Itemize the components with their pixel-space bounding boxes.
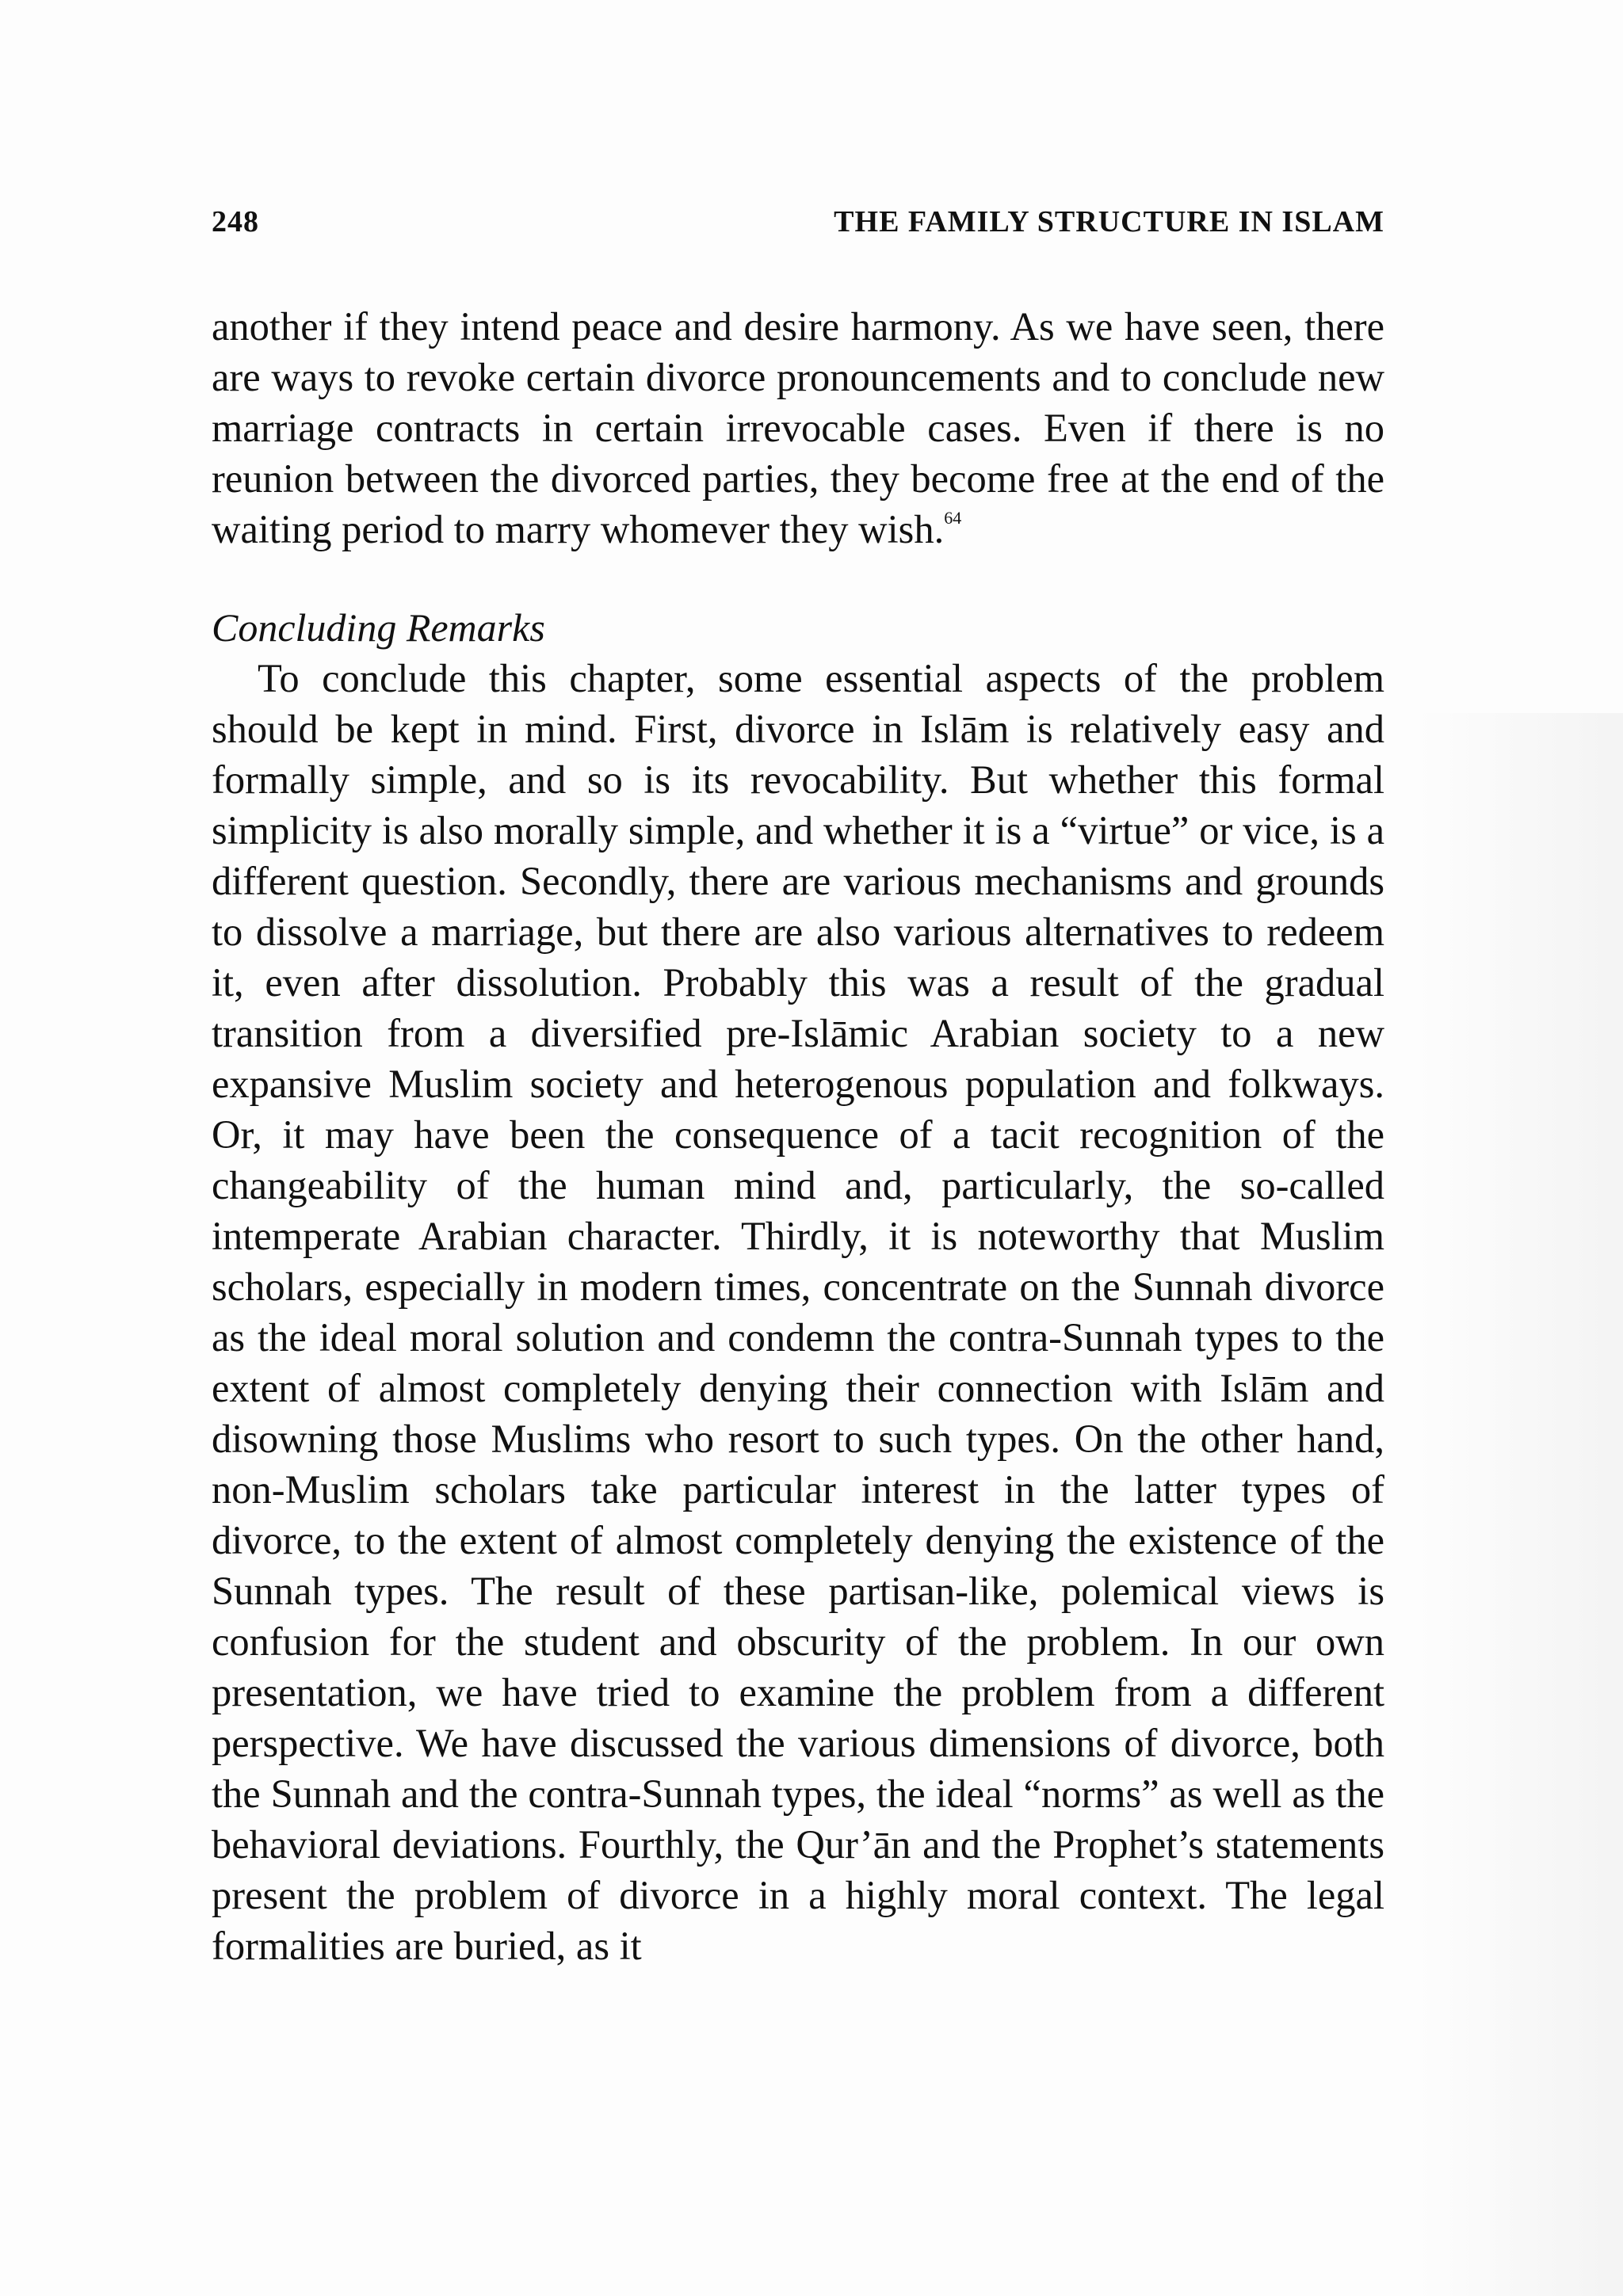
running-head (212, 204, 1384, 244)
footnote-reference: 64 (944, 508, 962, 528)
paragraph-continuation (212, 301, 1384, 555)
paragraph-concluding-remarks: To conclude this chapter, some essential aspects of the problem should be kept in mind. First, divorce in Islām is relatively easy and formally simple, and so is its revocability. But whether this formal simplicity is also morally simple, and whether it is a “virtue” or vice, is a different question. Secondly, there are various mechanisms and grounds to dissolve a marriage, but there are also various alternatives to redeem it, even after dissolution. Probably this was a result of the gradual transition from a diversified pre-Islāmic Arabian society to a new expansive Muslim society and heterogenous population and folkways. Or, it may have been the consequence of a tacit recognition of the changeability of the human mind and, particularly, the so-called intemperate Arabian character. Thirdly, it is noteworthy that Muslim scholars, especially in modern times, concentrate on the Sunnah divorce as the ideal moral solution and condemn the contra-Sunnah types to the extent of almost completely denying their connection with Islām and disowning those Muslims who resort to such types. On the other hand, non-Muslim scholars take particular interest in the latter types of divorce, to the extent of almost completely denying the existence of the Sunnah types. The result of these partisan-like, polemical views is confusion for the student and obscurity of the problem. In our own presentation, we have tried to examine the problem from a different perspective. We have discussed the various dimensions of divorce, both the Sunnah and the contra-Sunnah types, the ideal “norms” as well as the behavioral deviations. Fourthly, the Qur’ān and the Prophet’s statements present the problem of divorce in a highly moral context. The legal formalities are buried, as it (212, 656, 1384, 1968)
text-block (212, 301, 1384, 1971)
paragraph-1-text: another if they intend peace and desire harmony. As we have seen, there are ways to revoke certain divorce pronouncements and to conclude new marriage contracts in certain irrevocable cases. Even if there is no reunion between the divorced parties, they become free at the end of the waiting period to marry whomever they wish. (212, 304, 1384, 551)
page-number: 248 (212, 205, 259, 238)
running-title: THE FAMILY STRUCTURE IN ISLAM (834, 205, 1384, 238)
section-heading: Concluding Remarks (212, 605, 545, 650)
